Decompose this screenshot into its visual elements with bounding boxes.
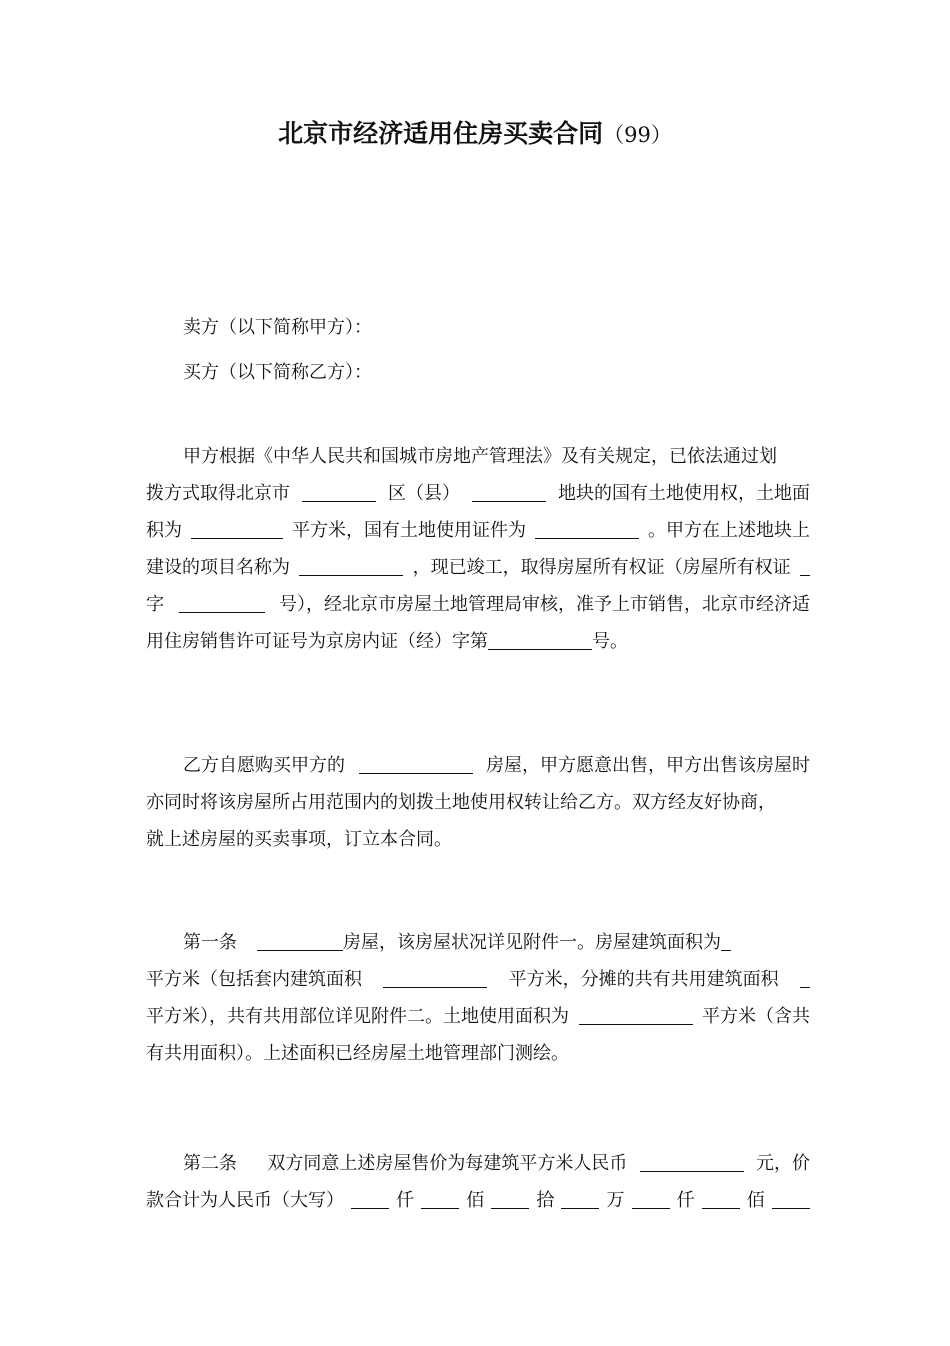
document-title <box>0 114 950 155</box>
article-1: 第一条 房屋，该房屋状况详见附件一。房屋建筑面积为 平方米（包括套内建筑面积 平方米，分摊的共有共用建筑面积 平方米），共有共用部位详见附件二。土地使用面积为 平方米（含共 有共用面积）。上述面积已经房屋土地管理部门测绘。 <box>146 924 810 1072</box>
blank-sales-permit[interactable] <box>488 627 592 650</box>
blank-district[interactable] <box>302 479 376 502</box>
buyer-label: 买方（以下简称乙方）： <box>183 362 372 383</box>
title-main: 北京市经济适用住房买卖合同 <box>278 119 604 148</box>
blank-amount-4[interactable] <box>561 1186 599 1209</box>
blank-land-use-area[interactable] <box>579 1002 693 1025</box>
blank-amount-2[interactable] <box>421 1186 459 1209</box>
blank-building-area[interactable] <box>721 928 731 951</box>
blank-amount-7[interactable] <box>772 1186 810 1209</box>
parties-block <box>146 309 810 391</box>
blank-project-name[interactable] <box>299 553 403 576</box>
blank-amount-5[interactable] <box>632 1186 670 1209</box>
blank-cert-prefix[interactable] <box>800 553 810 576</box>
blank-inner-area[interactable] <box>383 965 487 988</box>
blank-amount-3[interactable] <box>491 1186 529 1209</box>
blank-parcel[interactable] <box>472 479 546 502</box>
blank-amount-6[interactable] <box>702 1186 740 1209</box>
article-2: 第二条 双方同意上述房屋售价为每建筑平方米人民币 元，价 款合计为人民币（大写） 仟 佰 拾 万 仟 佰 <box>146 1145 810 1219</box>
purchase-intent-paragraph: 乙方自愿购买甲方的 房屋，甲方愿意出售，甲方出售该房屋时 亦同时将该房屋所占用范围内的划拨土地使用权转让给乙方。双方经友好协商， 就上述房屋的买卖事项，订立本合同。 <box>146 747 810 858</box>
title-suffix: （99） <box>603 123 672 147</box>
blank-house-location[interactable] <box>257 928 343 951</box>
blank-shared-area[interactable] <box>800 965 810 988</box>
blank-cert-number[interactable] <box>179 590 265 613</box>
blank-land-area[interactable] <box>191 516 283 539</box>
blank-amount-1[interactable] <box>351 1186 389 1209</box>
blank-unit-price[interactable] <box>640 1149 744 1172</box>
preamble-paragraph: 甲方根据《中华人民共和国城市房地产管理法》及有关规定，已依法通过划 拨方式取得北京市 区（县） 地块的国有土地使用权，土地面 积为 平方米，国有土地使用证件为 。甲方在上述地块上 建设的项目名称为 ，现已竣工，取得房屋所有权证（房屋所有权证 字 号），经北京市房屋土地管理局审核，准予上市销售，北京市经济适 用住房销售许可证号为京房内证（经）字第 号。 <box>146 438 810 660</box>
blank-house[interactable] <box>359 751 473 774</box>
article-1-label: 第一条 <box>183 932 237 953</box>
article-2-label: 第二条 <box>183 1153 237 1174</box>
blank-land-certificate[interactable] <box>535 516 639 539</box>
seller-label: 卖方（以下简称甲方）： <box>183 317 372 338</box>
p1-line1: 甲方根据《中华人民共和国城市房地产管理法》及有关规定，已依法通过划 <box>183 446 777 467</box>
